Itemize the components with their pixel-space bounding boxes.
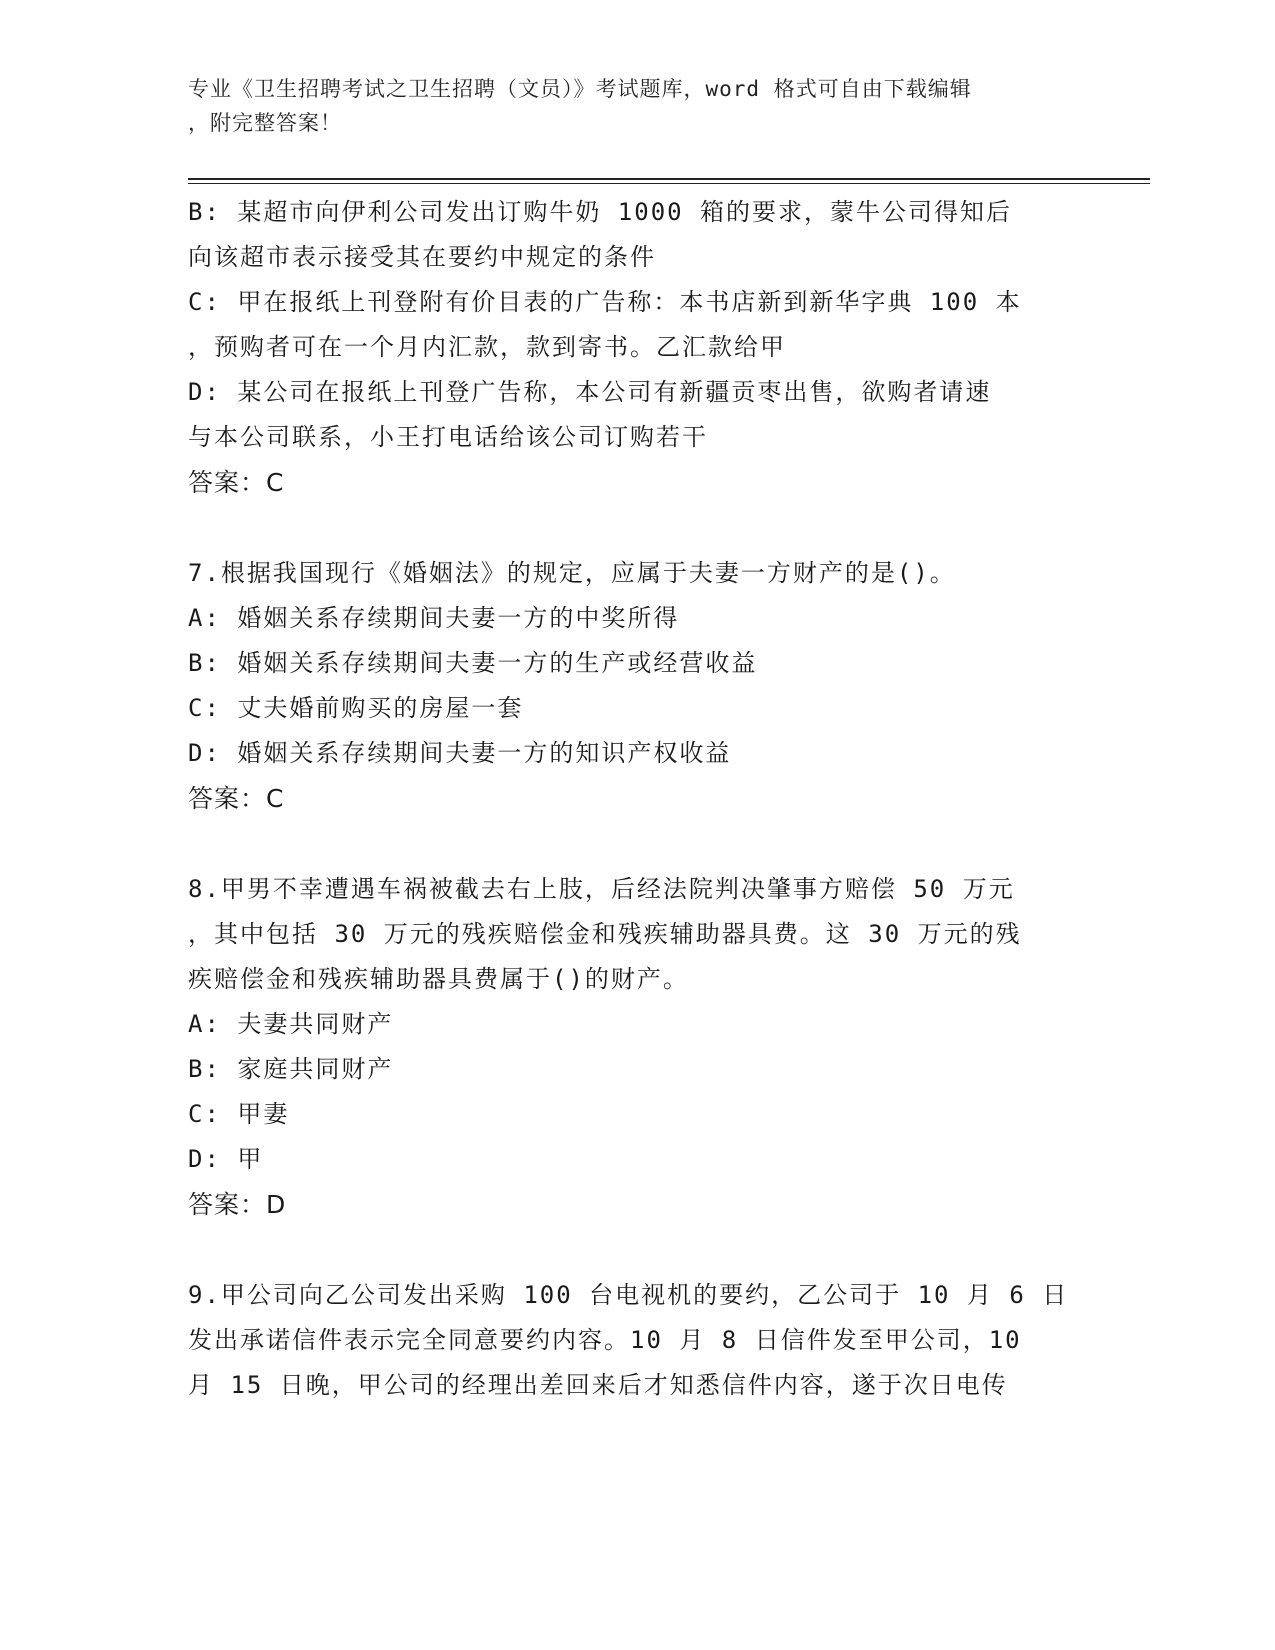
document-body xyxy=(188,190,1088,1408)
q8-answer: 答案：D xyxy=(188,1190,287,1219)
q7-option-b: B: 婚姻关系存续期间夫妻一方的生产或经营收益 xyxy=(188,649,758,677)
q6-option-b-line-2: 向该超市表示接受其在要约中规定的条件 xyxy=(188,243,656,271)
q7-answer: 答案：C xyxy=(188,784,285,813)
header-line-1: 专业《卫生招聘考试之卫生招聘（文员）》考试题库，word 格式可自由下载编辑 xyxy=(188,77,972,101)
header-rule-thin xyxy=(188,183,1150,184)
q8-stem-line-1: 8.甲男不幸遭遇车祸被截去右上肢，后经法院判决肇事方赔偿 50 万元 xyxy=(188,875,1015,903)
q6-option-b-line-1: B: 某超市向伊利公司发出订购牛奶 1000 箱的要求，蒙牛公司得知后 xyxy=(188,198,1013,226)
q9-stem-line-2: 发出承诺信件表示完全同意要约内容。10 月 8 日信件发至甲公司，10 xyxy=(188,1326,1022,1354)
q6-option-d-line-1: D: 某公司在报纸上刊登广告称，本公司有新疆贡枣出售，欲购者请速 xyxy=(188,378,992,406)
question-7-block xyxy=(188,551,1088,821)
q8-option-c: C: 甲妻 xyxy=(188,1100,290,1128)
q6-option-c-line-2: ，预购者可在一个月内汇款，款到寄书。乙汇款给甲 xyxy=(188,333,786,361)
q7-stem: 7.根据我国现行《婚姻法》的规定，应属于夫妻一方财产的是()。 xyxy=(188,559,956,587)
header-line-2: ，附完整答案！ xyxy=(188,111,342,135)
q8-option-a: A: 夫妻共同财产 xyxy=(188,1010,394,1038)
spacer xyxy=(188,821,1088,867)
q7-option-a: A: 婚姻关系存续期间夫妻一方的中奖所得 xyxy=(188,604,680,632)
q8-option-b: B: 家庭共同财产 xyxy=(188,1055,394,1083)
q6-answer: 答案：C xyxy=(188,468,285,497)
q9-stem-line-3: 月 15 日晚，甲公司的经理出差回来后才知悉信件内容，遂于次日电传 xyxy=(188,1371,1008,1399)
q7-option-c: C: 丈夫婚前购买的房屋一套 xyxy=(188,694,524,722)
question-6-block xyxy=(188,190,1088,505)
q8-stem-line-2: ，其中包括 30 万元的残疾赔偿金和残疾辅助器具费。这 30 万元的残 xyxy=(188,920,1022,948)
page-header xyxy=(188,72,1068,140)
q8-stem-line-3: 疾赔偿金和残疾辅助器具费属于()的财产。 xyxy=(188,965,689,993)
question-8-block xyxy=(188,867,1088,1227)
q6-option-c-line-1: C: 甲在报纸上刊登附有价目表的广告称：本书店新到新华字典 100 本 xyxy=(188,288,1022,316)
q7-option-d: D: 婚姻关系存续期间夫妻一方的知识产权收益 xyxy=(188,739,732,767)
spacer xyxy=(188,1227,1088,1273)
q9-stem-line-1: 9.甲公司向乙公司发出采购 100 台电视机的要约，乙公司于 10 月 6 日 xyxy=(188,1281,1069,1309)
question-9-block xyxy=(188,1273,1088,1408)
header-rule-thick xyxy=(188,178,1150,180)
q6-option-d-line-2: 与本公司联系，小王打电话给该公司订购若干 xyxy=(188,423,708,451)
spacer xyxy=(188,505,1088,551)
q8-option-d: D: 甲 xyxy=(188,1145,264,1173)
